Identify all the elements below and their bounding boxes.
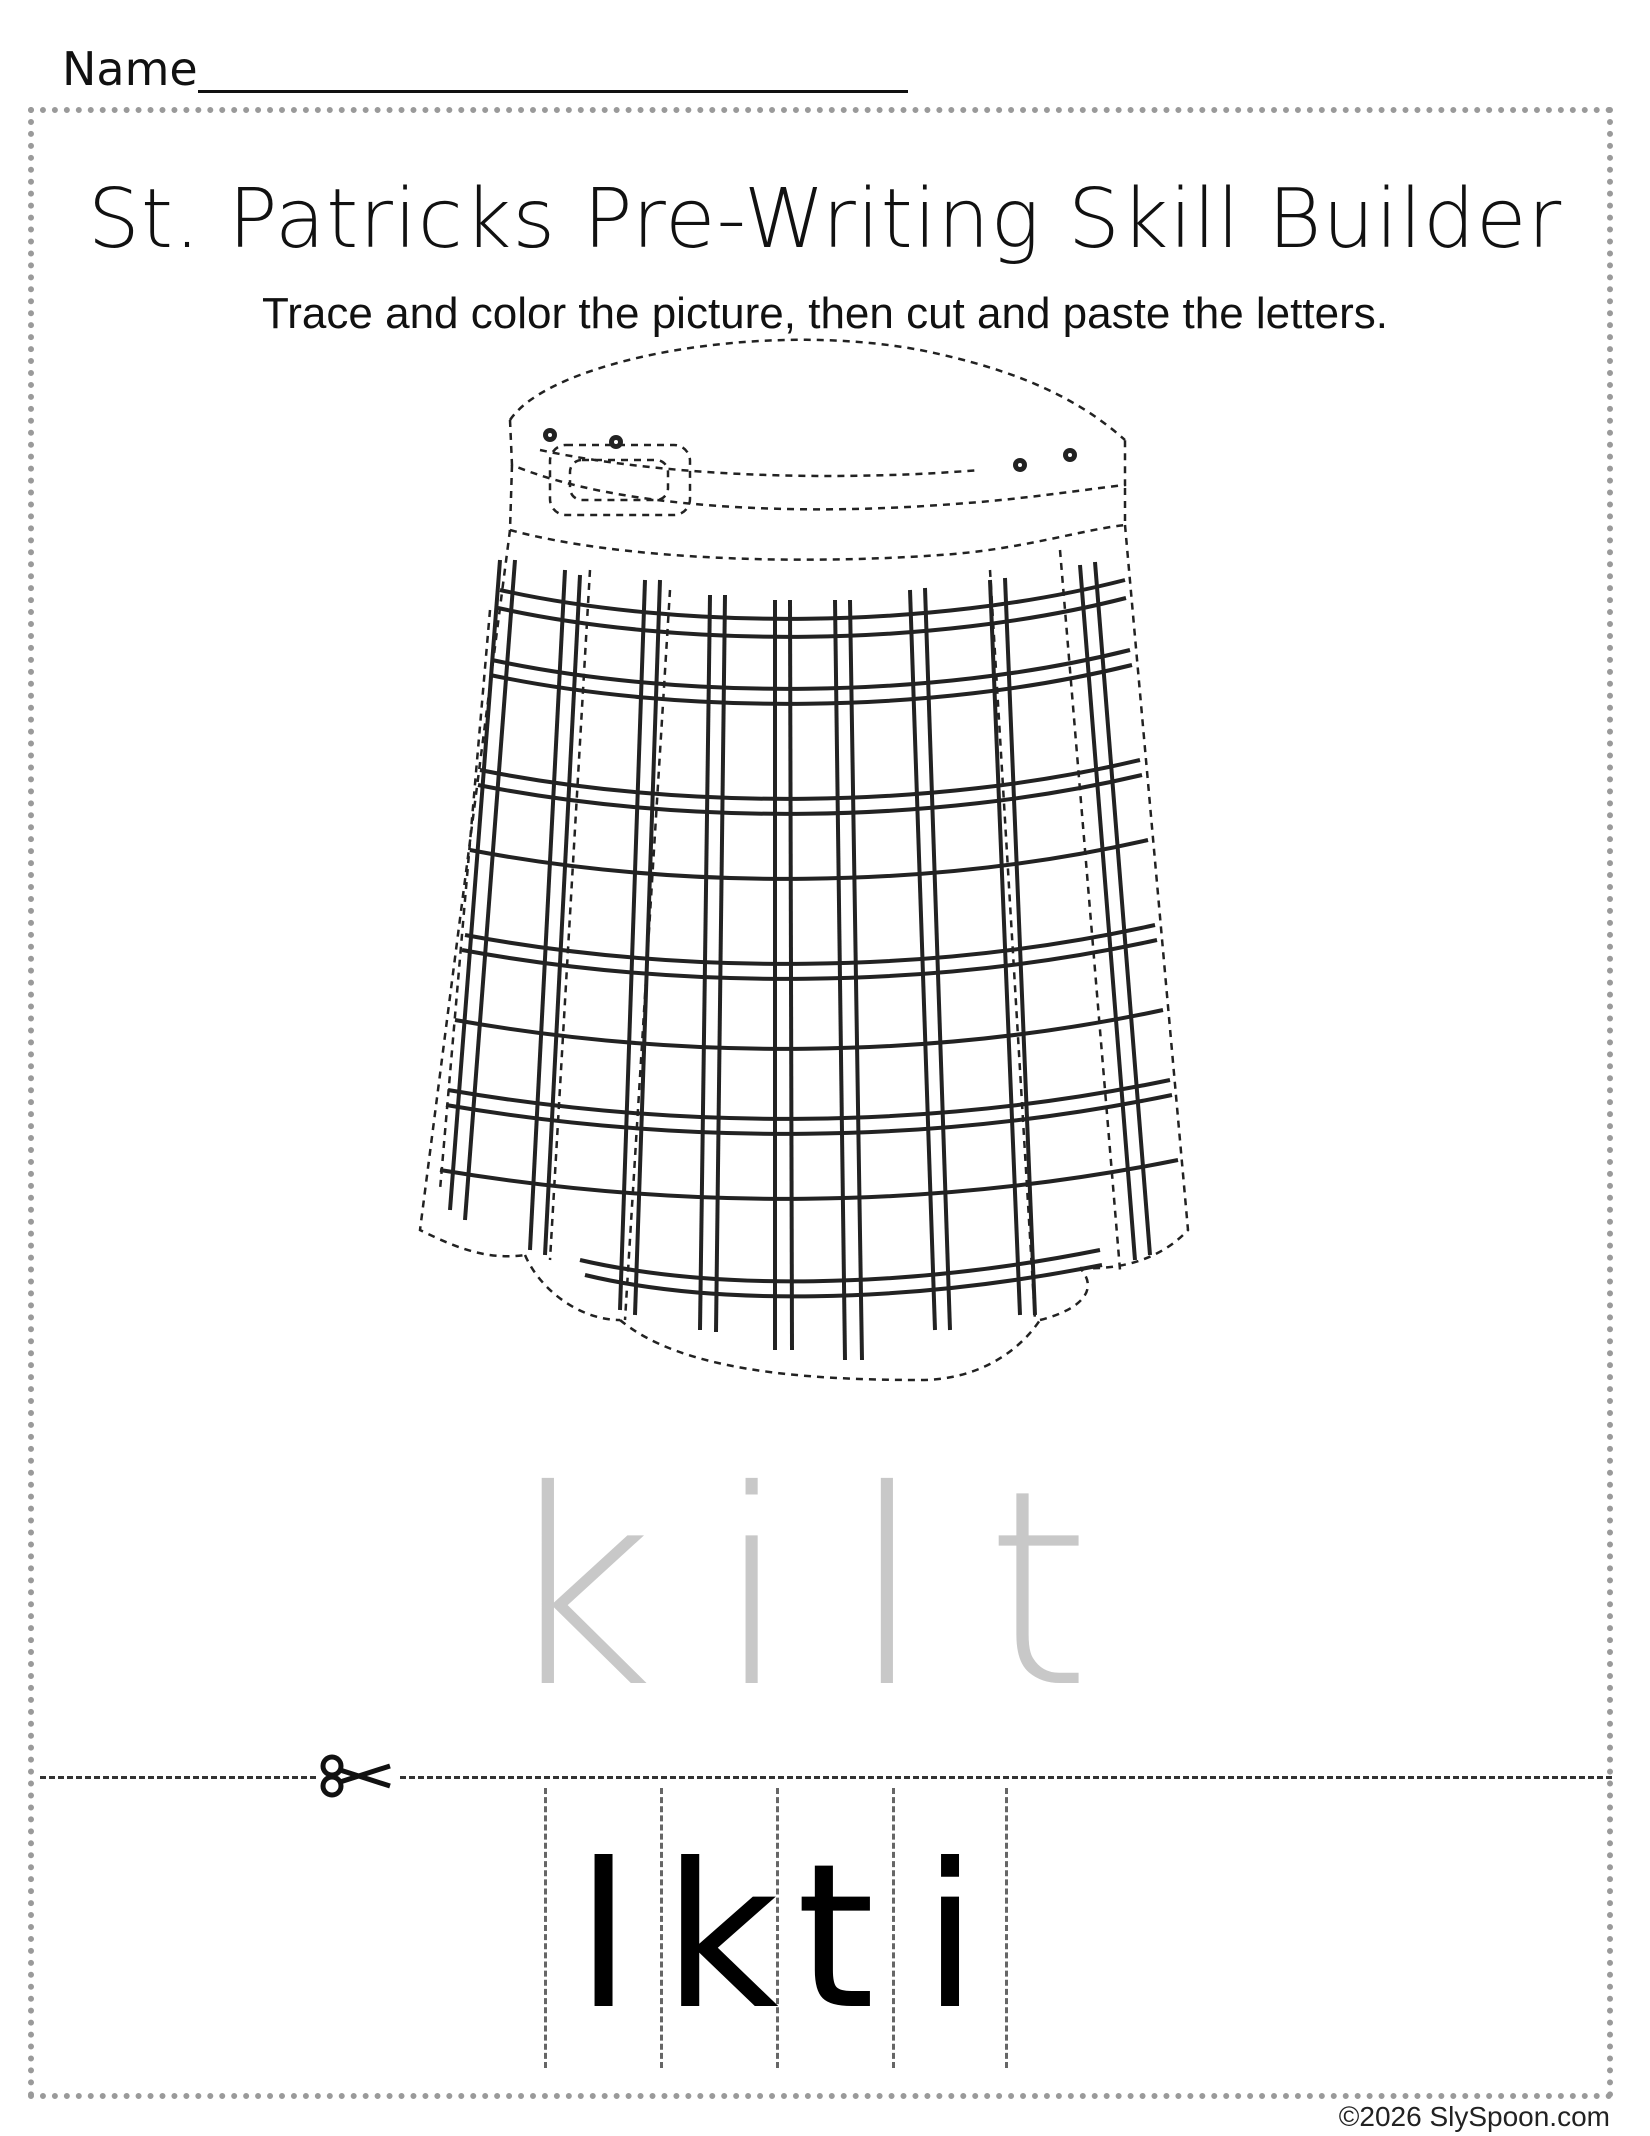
scissors-icon: [318, 1752, 398, 1800]
cut-line: [40, 1776, 1612, 1779]
letter-tile[interactable]: [544, 1788, 660, 2068]
letter-tile[interactable]: [892, 1788, 1008, 2068]
kilt-icon: [380, 330, 1240, 1440]
tile-letter: l: [575, 1821, 632, 2054]
tile-letter: k: [663, 1821, 779, 2054]
tile-letter: i: [922, 1821, 978, 2054]
letter-tile[interactable]: [660, 1788, 779, 2068]
copyright-footer: ©2026 SlySpoon.com: [1338, 2101, 1610, 2132]
trace-word: kilt: [498, 1432, 1152, 1747]
instructions: Trace and color the picture, then cut and paste the letters.: [262, 289, 1388, 338]
tile-letter: t: [796, 1821, 875, 2054]
name-line[interactable]: [198, 90, 908, 93]
letter-tile[interactable]: [776, 1788, 892, 2068]
worksheet-title: St. Patricks Pre-Writing Skill Builder: [87, 172, 1563, 267]
name-label: Name: [62, 42, 198, 96]
